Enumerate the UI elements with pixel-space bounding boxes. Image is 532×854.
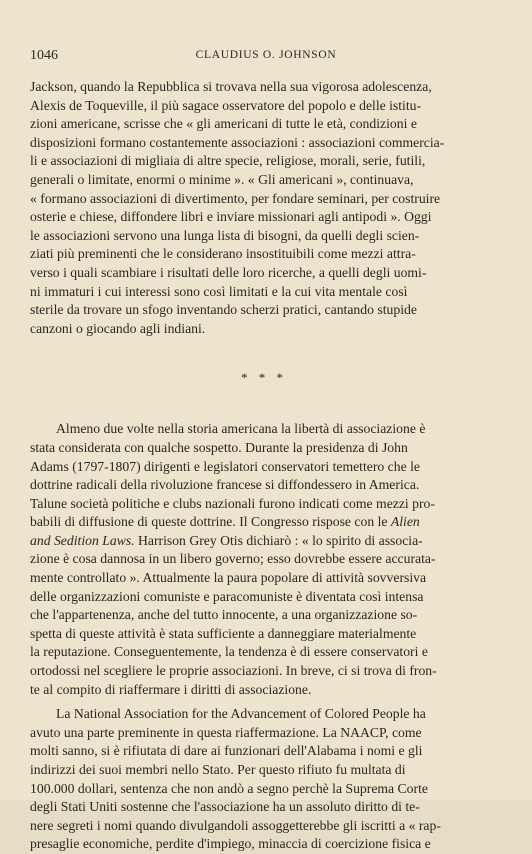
italic-text: and Sedition Laws. — [30, 532, 135, 548]
text-line: Talune società politiche e clubs nazionali furono indicati come mezzi pro- — [30, 495, 435, 511]
text-line: che l'appartenenza, anche del tutto innocente, a una organizzazione so- — [30, 607, 418, 623]
section-separator: * * * — [241, 370, 287, 386]
text-line: « formano associazioni di divertimento, per fondare seminari, per costruire — [30, 190, 441, 206]
text-line: osterie e chiese, diffondere libri e inviare missionari agli antipodi ». Oggi — [30, 209, 432, 225]
text-line: disposizioni formano costantemente associazioni : associazioni commercia- — [30, 134, 445, 150]
text-line: stata considerata con qualche sospetto. Durante la presidenza di John — [30, 439, 408, 455]
italic-text: Alien — [390, 514, 420, 530]
text-line: spetta di queste attività è stata sufficiente a danneggiare materialmente — [30, 625, 417, 641]
text-line: ortodossi nel scegliere le proprie associazioni. In breve, ci si trova di fron- — [30, 663, 437, 679]
text-line: te al compito di riaffermare i diritti di associazione. — [30, 681, 312, 697]
text-line: molti sanno, si è rifiutata di dare ai funzionari dell'Alabama i nomi e gli — [30, 743, 423, 759]
text-line: ziati più preminenti che le considerano insostituibili come mezzi attra- — [30, 246, 416, 262]
text-line: li e associazioni di migliaia di altre specie, religiose, morali, serie, futili, — [30, 153, 426, 169]
text-line: 100.000 dollari, sentenza che non andò a segno perchè la Suprema Corte — [30, 780, 428, 796]
text-line: degli Stati Uniti sostenne che l'associazione ha un assoluto diritto di te- — [30, 799, 420, 815]
text-line: le associazioni servono una lunga lista di bisogni, da quelli degli scien- — [30, 227, 420, 243]
text-line: generali o limitate, enormi o minime ». « Gli americani », continuava, — [30, 171, 414, 187]
text-line: delle organizzazioni comuniste e paracomuniste è diventata così intensa — [30, 588, 424, 604]
text-line: zioni americane, scrisse che « gli americani di tutte le età, condizioni e — [30, 116, 417, 132]
paragraph-3 — [30, 705, 498, 854]
text-fragment: babili di diffusione di queste dottrine. Il Congresso rispose con le — [30, 514, 388, 530]
paragraph-1 — [30, 78, 498, 338]
text-line: avuto una parte preminente in questa riaffermazione. La NAACP, come — [30, 724, 422, 740]
text-line: Adams (1797-1807) dirigenti e legislatori conservatori temettero che le — [30, 458, 420, 474]
text-line: presaglie economiche, perdite d'impiego, minaccia di coercizione fisica e — [30, 836, 431, 852]
text-line: mente controllato ». Attualmente la paura popolare di attività sovversiva — [30, 570, 427, 586]
text-line: nere segreti i nomi quando divulgandoli assoggetterebbe gli iscritti a « rap- — [30, 817, 441, 833]
text-line: canzoni o giocando agli indiani. — [30, 320, 206, 336]
text-line: Alexis de Toqueville, il più sagace osservatore del popolo e delle istitu- — [30, 97, 422, 113]
page-header — [30, 48, 502, 68]
page-number: 1046 — [30, 48, 58, 63]
text-line: La National Association for the Advancement of Colored People ha — [56, 706, 426, 722]
text-line: la reputazione. Conseguentemente, la tendenza è di essere conservatori e — [30, 644, 428, 660]
text-line: verso i quali scambiare i risultati delle loro ricerche, a quelli degli uomi- — [30, 264, 427, 280]
text-line: dottrine radicali della rivoluzione francese si diffondessero in America. — [30, 477, 420, 493]
text-line: sterile da trovare un sfogo inventando scherzi pratici, cantando stupide — [30, 302, 417, 318]
text-line: indirizzi dei suoi membri nello Stato. Per questo rifiuto fu multata di — [30, 762, 406, 777]
running-head: CLAUDIUS O. JOHNSON — [195, 49, 337, 61]
text-line — [30, 513, 498, 532]
text-line: ni immaturi i cui interessi sono così limitati e la cui vita mentale così — [30, 283, 408, 299]
text-line: Almeno due volte nella storia americana la libertà di associazione è — [56, 421, 426, 437]
text-fragment: Harrison Grey Otis dichiarò : « lo spirito di associa- — [134, 532, 423, 548]
text-line — [30, 532, 498, 551]
body-text — [30, 78, 498, 854]
paragraph-2 — [30, 420, 498, 699]
text-line: Jackson, quando la Repubblica si trovava nella sua vigorosa adolescenza, — [30, 79, 432, 94]
text-line: zione è cosa dannosa in un libero governo; esso dovrebbe essere accurata- — [30, 551, 436, 567]
